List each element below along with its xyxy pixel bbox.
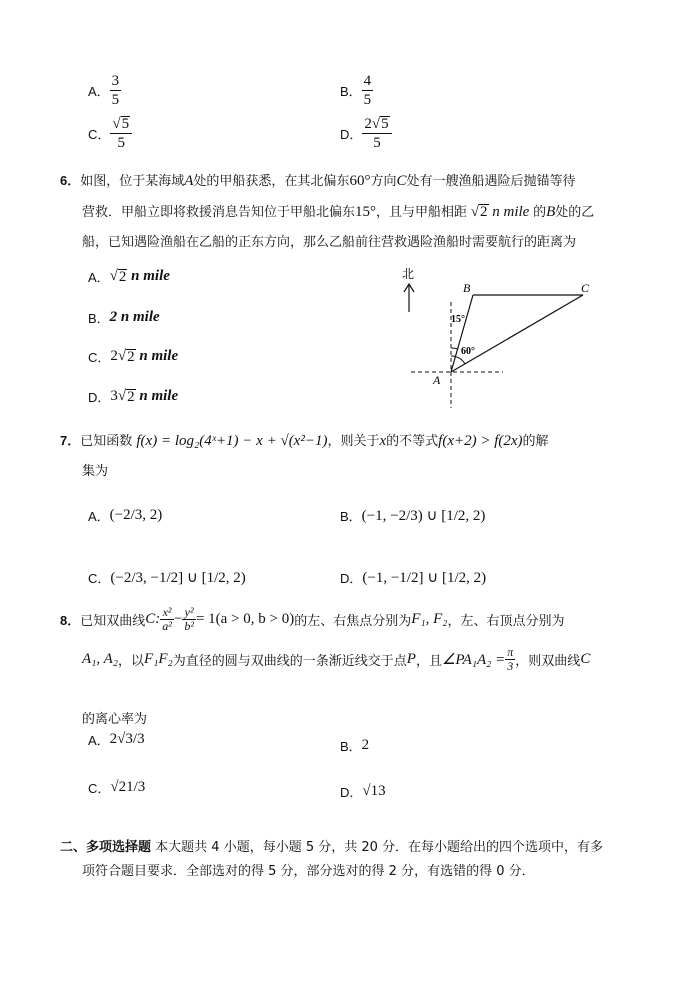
- fraction-y2b2: $\frac{\text{y²}}{\text{b²}}$: [184, 605, 194, 633]
- q5-option-d[interactable]: [340, 115, 392, 152]
- q7-option-d[interactable]: D． (−1, −1/2] ∪ [1/2, 2): [340, 570, 487, 586]
- q8-option-c[interactable]: C． √21/3: [88, 779, 146, 796]
- q5-option-b[interactable]: [340, 72, 373, 109]
- q7-stem-line1: 7．已知函数 f(x) = log₂(4ˣ+1) − x + √(x²−1)，则关于x的不等式f(x+2) > f(2x)的解: [60, 433, 549, 449]
- section2-line1: 二、多项选择题 本大题共 4 小题，每小题 5 分，共 20 分．在每小题给出的四个选项中，有多: [60, 840, 604, 855]
- option-label: D．: [340, 127, 363, 142]
- q6-option-d[interactable]: D． 3 √ 2 n mile: [88, 388, 179, 405]
- q8-stem-line1: 8． 已知双曲线 C: $\frac{\text{x²}}{\text{a²}}$ − $\frac{\text{y²}}{\text{b²}}$ = 1(a > 0, b > 0) 的左、右焦点分别为 F₁, F₂ ，左、右顶点分别为: [60, 605, 565, 633]
- point-b-label: B: [463, 281, 471, 295]
- section2-line2: 项符合题目要求．全部选对的得 5 分，部分选对的得 2 分，有选错的得 0 分．: [82, 864, 535, 879]
- q6-stem-line2: 营救．甲船立即将救援消息告知位于甲船北偏东15°，且与甲船相距 √2 n mile 的B处的乙: [82, 204, 595, 220]
- angle-arc-15: [451, 348, 458, 349]
- q5-option-c[interactable]: [88, 115, 132, 152]
- q6-stem-line1: 6．如图，位于某海域A处的甲船获悉，在其北偏东60°方向C处有一艘渔船遇险后抛锚等待: [60, 173, 576, 189]
- point-c-label: C: [581, 281, 590, 295]
- point-a-label: A: [433, 373, 441, 387]
- option-label: B．: [340, 84, 362, 99]
- q7-stem-line2: 集为: [82, 464, 109, 479]
- q8-stem-line3: 的离心率为: [82, 712, 148, 727]
- fraction-pi-3: $\frac{\pi}{3}$: [507, 645, 514, 673]
- q8-option-b[interactable]: B． 2: [340, 737, 370, 754]
- fraction: $\frac{√5}{5}$: [110, 115, 132, 152]
- north-label: 北: [402, 267, 415, 281]
- angle-60-label: 60°: [461, 346, 475, 357]
- q6-figure: [395, 262, 610, 412]
- q5-option-a[interactable]: [88, 72, 121, 109]
- q6-option-b[interactable]: B． 2 n mile: [88, 309, 160, 326]
- q6-stem-line3: 船，已知遇险渔船在乙船的正东方向，那么乙船前往营救遇险渔船时需要航行的距离为: [82, 235, 577, 250]
- fraction: $\frac{3}{5}$: [111, 73, 120, 108]
- q6-option-c[interactable]: C． 2 √ 2 n mile: [88, 348, 179, 365]
- q7-option-a[interactable]: A． (−2/3, 2): [88, 507, 163, 524]
- q8-stem-line2: A₁, A₂ ，以 F₁F₂ 为直径的圆与双曲线的一条渐近线交于点 P ，且 ∠PA₁A₂ = $\frac{\pi}{3}$ ，则双曲线 C: [82, 645, 591, 673]
- fraction-x2a2: $\frac{\text{x²}}{\text{a²}}$: [162, 605, 172, 633]
- q7-option-c[interactable]: C． (−2/3, −1/2] ∪ [1/2, 2): [88, 570, 246, 586]
- fraction: $\frac{4}{5}$: [363, 73, 372, 108]
- fraction: $\frac{2√5}{5}$: [362, 115, 391, 152]
- q7-option-b[interactable]: B． (−1, −2/3) ∪ [1/2, 2): [340, 508, 486, 524]
- option-label: A．: [88, 84, 110, 99]
- q8-option-a[interactable]: A． 2√3/3: [88, 731, 145, 748]
- q8-option-d[interactable]: D． √13: [340, 783, 386, 800]
- q6-option-a[interactable]: A． √ 2 n mile: [88, 268, 170, 285]
- angle-15-label: 15°: [451, 314, 465, 325]
- section2-title: 二、多项选择题: [60, 840, 152, 855]
- segment-ac: [451, 295, 583, 372]
- option-label: C．: [88, 127, 111, 142]
